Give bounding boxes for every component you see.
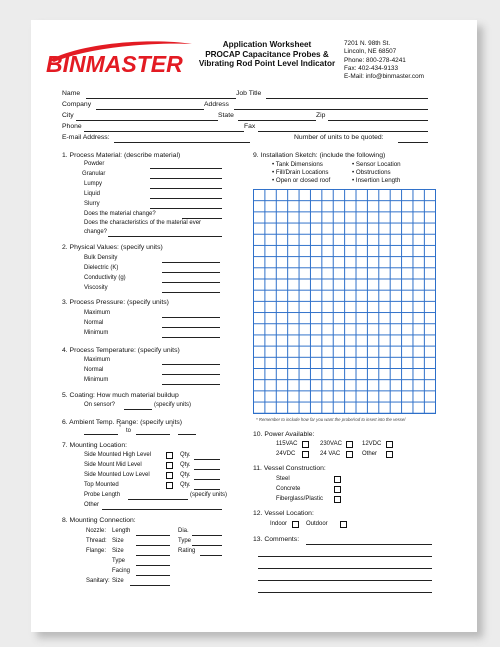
section-7-title: 7. Mounting Location: [62,442,127,449]
address-field[interactable] [234,109,428,110]
job-title-field[interactable] [266,98,428,99]
company-address [344,40,424,81]
sensor-location-text: Sensor Location [355,161,401,168]
nozzle-length-label: Length [112,528,131,534]
granular-field[interactable] [150,178,222,179]
section-10-title: 10. Power Available: [253,431,315,438]
rating-label: Rating [178,548,196,554]
fax-label: Fax [244,123,256,130]
probe-length-label: Probe Length [84,492,121,498]
slurry-label: Slurry [84,201,100,207]
top-mounted-qty-field[interactable] [194,489,220,490]
thread-type-field[interactable] [192,545,222,546]
company-label: Company [62,101,92,108]
power-24vac-checkbox[interactable] [346,451,353,458]
conductivity-field[interactable] [162,282,220,283]
thread-type-label: Type [178,538,192,544]
lumpy-field[interactable] [150,188,222,189]
power-other-checkbox[interactable] [386,451,393,458]
bullet-insertion-length: • Insertion Length [352,177,401,184]
ambient-high-field[interactable] [136,434,170,435]
comments-line-1[interactable] [306,544,432,545]
on-sensor-label: On sensor? [84,402,116,408]
outdoor-label: Outdoor [306,521,328,527]
section-12-title: 12. Vessel Location: [253,510,314,517]
logo-text: BINMASTER [46,51,183,77]
temp-max-field[interactable] [162,364,220,365]
section-11-title: 11. Vessel Construction: [253,465,326,472]
concrete-checkbox[interactable] [334,486,341,493]
side-low-qty-label: Qty. [180,472,191,478]
units-field[interactable] [398,142,428,143]
buildup-field[interactable] [124,409,152,410]
address-fax: Fax: 402-434-9133 [344,64,399,72]
bullet-roof: • Open or closed roof [272,177,331,184]
side-high-qty-field[interactable] [194,459,220,460]
section-1-title: 1. Process Material: (describe material) [62,152,181,159]
section-6-title: 6. Ambient Temp. Range: (specify units) [62,419,183,426]
obstructions-text: Obstructions [355,169,391,176]
lumpy-label: Lumpy [84,181,103,187]
viscosity-field[interactable] [162,292,220,293]
liquid-label: Liquid [84,191,101,197]
roof-text: Open or closed roof [275,177,331,184]
facing-field[interactable] [136,575,170,576]
temp-min-label: Minimum [84,377,109,383]
bullet-tank-dimensions: • Tank Dimensions [272,161,323,168]
bullet-sensor-location: • Sensor Location [352,161,401,168]
indoor-label: Indoor [270,521,288,527]
side-mid-checkbox[interactable] [166,462,173,469]
flange-label: Flange: [86,548,107,554]
range-to-label: to [126,428,132,434]
sanitary-label: Sanitary: [86,578,110,584]
degree-mark-1: ° [119,425,122,431]
side-high-qty-label: Qty. [180,452,191,458]
side-mid-qty-label: Qty. [180,462,191,468]
email-label: E-mail Address: [62,134,110,141]
power-24vdc-checkbox[interactable] [302,451,309,458]
powder-label: Powder [84,161,105,167]
thread-size-field[interactable] [136,545,170,546]
outdoor-checkbox[interactable] [340,521,347,528]
power-230vac-label: 230VAC [320,441,342,447]
fax-field[interactable] [258,131,428,132]
address-city: Lincoln, NE 68507 [344,48,397,56]
power-24vac-label: 24 VAC [320,451,341,457]
top-mounted-label: Top Mounted [84,482,119,488]
top-mounted-qty-label: Qty. [180,482,191,488]
powder-field[interactable] [150,168,222,169]
thread-size-label: Size [112,538,124,544]
nozzle-label: Nozzle: [86,528,107,534]
section-4-title: 4. Process Temperature: (specify units) [62,347,180,354]
section-3-title: 3. Process Pressure: (specify units) [62,299,169,306]
characteristics-question-cont: change? [84,229,108,235]
viscosity-label: Viscosity [84,285,108,291]
zip-field[interactable] [328,120,428,121]
section-8-title: 8. Mounting Connection: [62,517,136,524]
bullet-obstructions: • Obstructions [352,169,391,176]
degree-mark-2: ° [171,425,174,431]
flange-size-field[interactable] [136,555,170,556]
phone-field[interactable] [84,131,244,132]
form-title [188,40,346,69]
probe-units-label: (specify units) [190,492,228,498]
section-9-title: 9. Installation Sketch: (include the following) [253,152,386,159]
power-12vdc-label: 12VDC [362,441,382,447]
characteristics-field[interactable] [108,236,222,237]
dielectric-label: Dielectric (K) [84,265,119,271]
side-low-qty-field[interactable] [194,479,220,480]
address-label: Address [204,101,229,108]
power-115vac-checkbox[interactable] [302,441,309,448]
address-phone: Phone: 800-278-4241 [344,56,406,64]
section-2-title: 2. Physical Values: (specify units) [62,244,163,251]
zip-label: Zip [316,112,326,119]
nozzle-length-field[interactable] [136,535,170,536]
temp-max-label: Maximum [84,357,111,363]
email-field[interactable] [114,142,250,143]
power-other-label: Other [362,451,378,457]
sanitary-size-field[interactable] [130,585,170,586]
flange-type-label: Type [112,558,126,564]
binmaster-logo [44,38,194,78]
bulk-density-label: Bulk Density [84,255,118,261]
temp-normal-label: Normal [84,367,104,373]
material-change-question: Does the material change? [84,211,156,217]
material-change-field[interactable] [182,218,222,219]
comments-line-4[interactable] [258,580,432,581]
top-mounted-checkbox[interactable] [166,482,173,489]
dia-label: Dia. [178,528,189,534]
side-mid-qty-field[interactable] [194,469,220,470]
comments-line-5[interactable] [258,592,432,593]
side-high-checkbox[interactable] [166,452,173,459]
pressure-max-label: Maximum [84,310,111,316]
city-field[interactable] [76,120,218,121]
flange-type-field[interactable] [136,565,170,566]
dielectric-field[interactable] [162,272,220,273]
section-13-title: 13. Comments: [253,536,300,543]
side-low-checkbox[interactable] [166,472,173,479]
ambient-low-field[interactable] [84,434,118,435]
name-label: Name [62,90,81,97]
bullet-fill-drain: • Fill/Drain Locations [272,169,329,176]
side-high-label: Side Mounted High Level [84,452,152,458]
characteristics-question: Does the characteristics of the material ever [84,220,202,226]
facing-label: Facing [112,568,131,574]
granular-label: Granular [82,171,106,177]
pressure-min-field[interactable] [162,337,220,338]
job-title-label: Job Title [236,90,262,97]
name-field[interactable] [86,98,236,99]
mount-other-label: Other [84,502,100,508]
power-230vac-checkbox[interactable] [346,441,353,448]
sketch-grid[interactable] [253,189,436,414]
pressure-min-label: Minimum [84,330,109,336]
liquid-field[interactable] [150,198,222,199]
sanitary-size-label: Size [112,578,124,584]
buildup-units-label: (specify units) [154,402,192,408]
pressure-normal-field[interactable] [162,327,220,328]
probe-length-field[interactable] [128,499,188,500]
rating-field[interactable] [200,555,222,556]
thread-label: Thread: [86,538,107,544]
bulk-density-field[interactable] [162,262,220,263]
insertion-length-text: Insertion Length [355,177,401,184]
power-24vdc-label: 24VDC [276,451,296,457]
concrete-label: Concrete [276,486,301,492]
address-email: E-Mail: info@binmaster.com [344,73,425,81]
city-label: City [62,112,74,119]
power-12vdc-checkbox[interactable] [386,441,393,448]
pressure-normal-label: Normal [84,320,104,326]
temp-normal-field[interactable] [162,374,220,375]
fiberglass-label: Fiberglass/Plastic [276,496,324,502]
comments-line-3[interactable] [258,568,432,569]
address-street: 7201 N. 98th St. [344,40,391,47]
mount-other-field[interactable] [102,509,222,510]
side-mid-label: Side Mount Mid Level [84,462,142,468]
power-115vac-label: 115VAC [276,441,298,447]
phone-label: Phone [62,123,82,130]
dia-field[interactable] [192,535,222,536]
title-line-2: PROCAP Capacitance Probes & [205,49,329,59]
ambient-unit-field[interactable] [178,434,196,435]
title-line-1: Application Worksheet [222,40,312,49]
comments-line-2[interactable] [258,556,432,557]
state-label: State [218,112,234,119]
state-field[interactable] [238,120,316,121]
side-low-label: Side Mounted Low Level [84,472,150,478]
conductivity-label: Conductivity (g) [84,275,126,281]
company-field[interactable] [96,109,204,110]
fiberglass-checkbox[interactable] [334,496,341,503]
section-5-title: 5. Coating: How much material buildup [62,392,179,399]
sketch-note: * Remember to include how far you want the probe/rod to insert into the vessel [256,417,406,422]
slurry-field[interactable] [150,208,222,209]
steel-checkbox[interactable] [334,476,341,483]
tank-dimensions-text: Tank Dimensions [275,161,323,168]
fill-drain-text: Fill/Drain Locations [275,169,329,176]
temp-min-field[interactable] [162,384,220,385]
units-label: Number of units to be quoted: [294,134,384,141]
pressure-max-field[interactable] [162,317,220,318]
title-line-3: Vibrating Rod Point Level Indicator [198,59,336,68]
indoor-checkbox[interactable] [292,521,299,528]
steel-label: Steel [276,476,290,482]
flange-size-label: Size [112,548,124,554]
